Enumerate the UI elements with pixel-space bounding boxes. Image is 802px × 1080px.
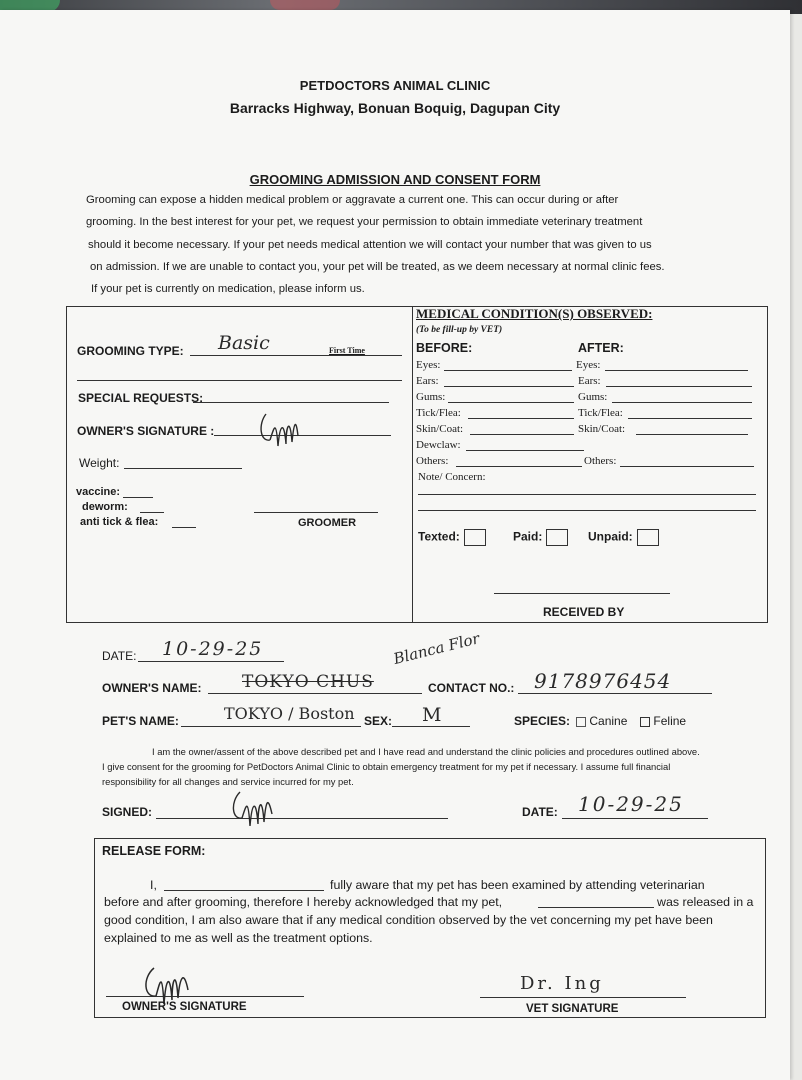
before-others-label: Others: bbox=[416, 455, 449, 467]
unpaid-checkbox[interactable] bbox=[637, 529, 659, 546]
release-name-line[interactable] bbox=[164, 890, 324, 891]
groomer-line[interactable] bbox=[254, 512, 378, 513]
before-skincoat-label: Skin/Coat: bbox=[416, 423, 464, 435]
grooming-extra-line[interactable] bbox=[77, 380, 402, 381]
sex-label: SEX: bbox=[364, 714, 393, 728]
after-skincoat-label: Skin/Coat: bbox=[578, 423, 626, 435]
form-title: GROOMING ADMISSION AND CONSENT FORM bbox=[249, 172, 541, 187]
release-i: I, bbox=[150, 878, 157, 892]
medical-heading: MEDICAL CONDITION(S) OBSERVED: bbox=[416, 306, 653, 321]
species-field[interactable] bbox=[514, 714, 686, 728]
deworm-label: deworm: bbox=[82, 501, 128, 513]
pet-name-line[interactable] bbox=[181, 726, 361, 727]
grooming-type-value: Basic bbox=[218, 332, 270, 354]
release-line4: explained to me as well as the treatment options. bbox=[104, 931, 373, 945]
owner-name-label: OWNER'S NAME: bbox=[102, 681, 202, 695]
release-pet-line[interactable] bbox=[538, 907, 654, 908]
note-label: Note/ Concern: bbox=[418, 471, 486, 483]
deworm-line[interactable] bbox=[140, 512, 164, 513]
special-requests-line[interactable] bbox=[193, 402, 389, 403]
before-dewclaw-label: Dewclaw: bbox=[416, 439, 461, 451]
intro-line: If your pet is currently on medication, please inform us. bbox=[91, 283, 365, 295]
grooming-type-line[interactable] bbox=[190, 355, 402, 356]
groomer-label: GROOMER bbox=[298, 517, 357, 529]
owner-name-value: TOKYO CHUS bbox=[242, 672, 374, 692]
owner-signature-release-line[interactable] bbox=[106, 996, 304, 997]
before-gums-line[interactable] bbox=[448, 402, 574, 403]
texted-field[interactable] bbox=[418, 529, 486, 546]
before-skincoat-line[interactable] bbox=[470, 434, 574, 435]
before-tickflea-label: Tick/Flea: bbox=[416, 407, 461, 419]
received-by-label: RECEIVED BY bbox=[543, 605, 625, 619]
after-ears-line[interactable] bbox=[606, 386, 752, 387]
after-eyes-label: Eyes: bbox=[576, 359, 601, 371]
panel-divider bbox=[412, 306, 413, 622]
before-gums-label: Gums: bbox=[416, 391, 446, 403]
date-line[interactable] bbox=[138, 661, 284, 662]
before-ears-label: Ears: bbox=[416, 375, 439, 387]
date-value: 10-29-25 bbox=[162, 638, 264, 660]
before-eyes-label: Eyes: bbox=[416, 359, 441, 371]
release-line1: fully aware that my pet has been examined by attending veterinarian bbox=[330, 878, 705, 892]
paid-label: Paid: bbox=[513, 529, 543, 544]
clinic-name: PETDOCTORS ANIMAL CLINIC bbox=[299, 78, 491, 93]
weight-label: Weight: bbox=[79, 456, 120, 470]
after-others-label: Others: bbox=[584, 455, 617, 467]
contact-value: 9178976454 bbox=[534, 669, 672, 693]
intro-line: Grooming can expose a hidden medical problem or aggravate a current one. This can occur during or after bbox=[86, 194, 619, 206]
before-dewclaw-line[interactable] bbox=[466, 450, 584, 451]
pet-name-value: TOKYO / Boston bbox=[224, 704, 355, 723]
release-heading: RELEASE FORM: bbox=[102, 844, 206, 858]
after-tickflea-line[interactable] bbox=[628, 418, 752, 419]
signed-line[interactable] bbox=[156, 818, 448, 819]
before-ears-line[interactable] bbox=[444, 386, 574, 387]
after-ears-label: Ears: bbox=[578, 375, 601, 387]
after-skincoat-line[interactable] bbox=[636, 434, 748, 435]
owner-signature-scribble bbox=[256, 406, 302, 458]
species-option-feline: Feline bbox=[653, 714, 687, 728]
signed-date-label: DATE: bbox=[522, 805, 558, 819]
light-glare bbox=[270, 0, 340, 10]
intro-line: on admission. If we are unable to contact you, your pet will be treated, as we deem necessary at normal clinic fees. bbox=[90, 261, 665, 273]
weight-line[interactable] bbox=[124, 468, 242, 469]
form-paper bbox=[0, 10, 790, 1080]
note-line[interactable] bbox=[418, 494, 756, 495]
sex-value: M bbox=[422, 704, 442, 726]
release-line3: good condition, I am also aware that if any medical condition observed by the vet concerning my pet have been bbox=[104, 913, 713, 927]
unpaid-field[interactable] bbox=[588, 529, 659, 546]
first-time-label: First Time bbox=[329, 346, 365, 355]
before-tickflea-line[interactable] bbox=[468, 418, 574, 419]
signed-date-value: 10-29-25 bbox=[578, 792, 684, 816]
release-line2-end: was released in a bbox=[657, 895, 754, 909]
species-label: SPECIES: bbox=[514, 714, 571, 728]
before-label: BEFORE: bbox=[416, 341, 473, 355]
grooming-type-label: GROOMING TYPE: bbox=[77, 344, 184, 358]
signed-label: SIGNED: bbox=[102, 805, 153, 819]
vaccine-label: vaccine: bbox=[76, 486, 121, 498]
before-others-line[interactable] bbox=[456, 466, 582, 467]
paid-checkbox[interactable] bbox=[546, 529, 568, 546]
unpaid-label: Unpaid: bbox=[588, 529, 633, 544]
before-eyes-line[interactable] bbox=[444, 370, 572, 371]
after-eyes-line[interactable] bbox=[605, 370, 748, 371]
paid-field[interactable] bbox=[513, 529, 568, 546]
owner-name-line[interactable] bbox=[208, 693, 422, 694]
vet-signature-line[interactable] bbox=[480, 997, 686, 998]
texted-label: Texted: bbox=[418, 529, 460, 544]
vaccine-line[interactable] bbox=[123, 497, 153, 498]
release-line2: before and after grooming, therefore I hereby acknowledged that my pet, bbox=[104, 895, 503, 909]
after-gums-line[interactable] bbox=[612, 402, 752, 403]
owner-signature-line[interactable] bbox=[214, 435, 391, 436]
intro-line: grooming. In the best interest for your pet, we request your permission to obtain immediate veterinary treatment bbox=[86, 216, 643, 228]
owner-signature-label: OWNER'S SIGNATURE : bbox=[77, 424, 215, 438]
after-gums-label: Gums: bbox=[578, 391, 608, 403]
antitick-label: anti tick & flea: bbox=[80, 516, 159, 528]
vet-signature-value: Dr. Ing bbox=[520, 973, 604, 994]
texted-checkbox[interactable] bbox=[464, 529, 486, 546]
received-by-line[interactable] bbox=[494, 593, 670, 594]
consent-line: I give consent for the grooming for PetDoctors Animal Clinic to obtain emergency treatment for my pet if necessary. I assume full financial bbox=[102, 761, 671, 772]
signed-date-line[interactable] bbox=[562, 818, 708, 819]
intro-line: should it become necessary. If your pet needs medical attention we will contact your number that was given to us bbox=[88, 239, 652, 251]
contact-line[interactable] bbox=[518, 693, 712, 694]
antitick-line[interactable] bbox=[172, 527, 196, 528]
species-option-canine: Canine bbox=[589, 714, 628, 728]
special-requests-label: SPECIAL REQUESTS: bbox=[78, 391, 204, 405]
medical-subheading: (To be fill-up by VET) bbox=[416, 325, 503, 335]
owner-name-extra: Blanca Flor bbox=[391, 629, 482, 668]
clinic-address: Barracks Highway, Bonuan Boquig, Dagupan City bbox=[229, 100, 561, 116]
signed-signature-scribble bbox=[228, 786, 278, 836]
note-line[interactable] bbox=[418, 510, 756, 511]
after-label: AFTER: bbox=[578, 341, 624, 355]
consent-line: responsibility for all changes and service incurred for my pet. bbox=[102, 776, 354, 787]
after-others-line[interactable] bbox=[620, 466, 754, 467]
feline-checkbox[interactable] bbox=[640, 717, 650, 727]
pet-name-label: PET'S NAME: bbox=[102, 714, 179, 728]
vet-signature-label: VET SIGNATURE bbox=[526, 1003, 619, 1015]
canine-checkbox-checked[interactable] bbox=[576, 717, 586, 727]
after-tickflea-label: Tick/Flea: bbox=[578, 407, 623, 419]
contact-label: CONTACT NO.: bbox=[428, 681, 515, 695]
consent-line: I am the owner/assent of the above described pet and I have read and understand the clinic policies and procedures outlined above. bbox=[152, 746, 700, 757]
release-owner-signature-label: OWNER'S SIGNATURE bbox=[122, 1001, 247, 1013]
date-label: DATE: bbox=[102, 649, 137, 663]
sex-line[interactable] bbox=[392, 726, 470, 727]
